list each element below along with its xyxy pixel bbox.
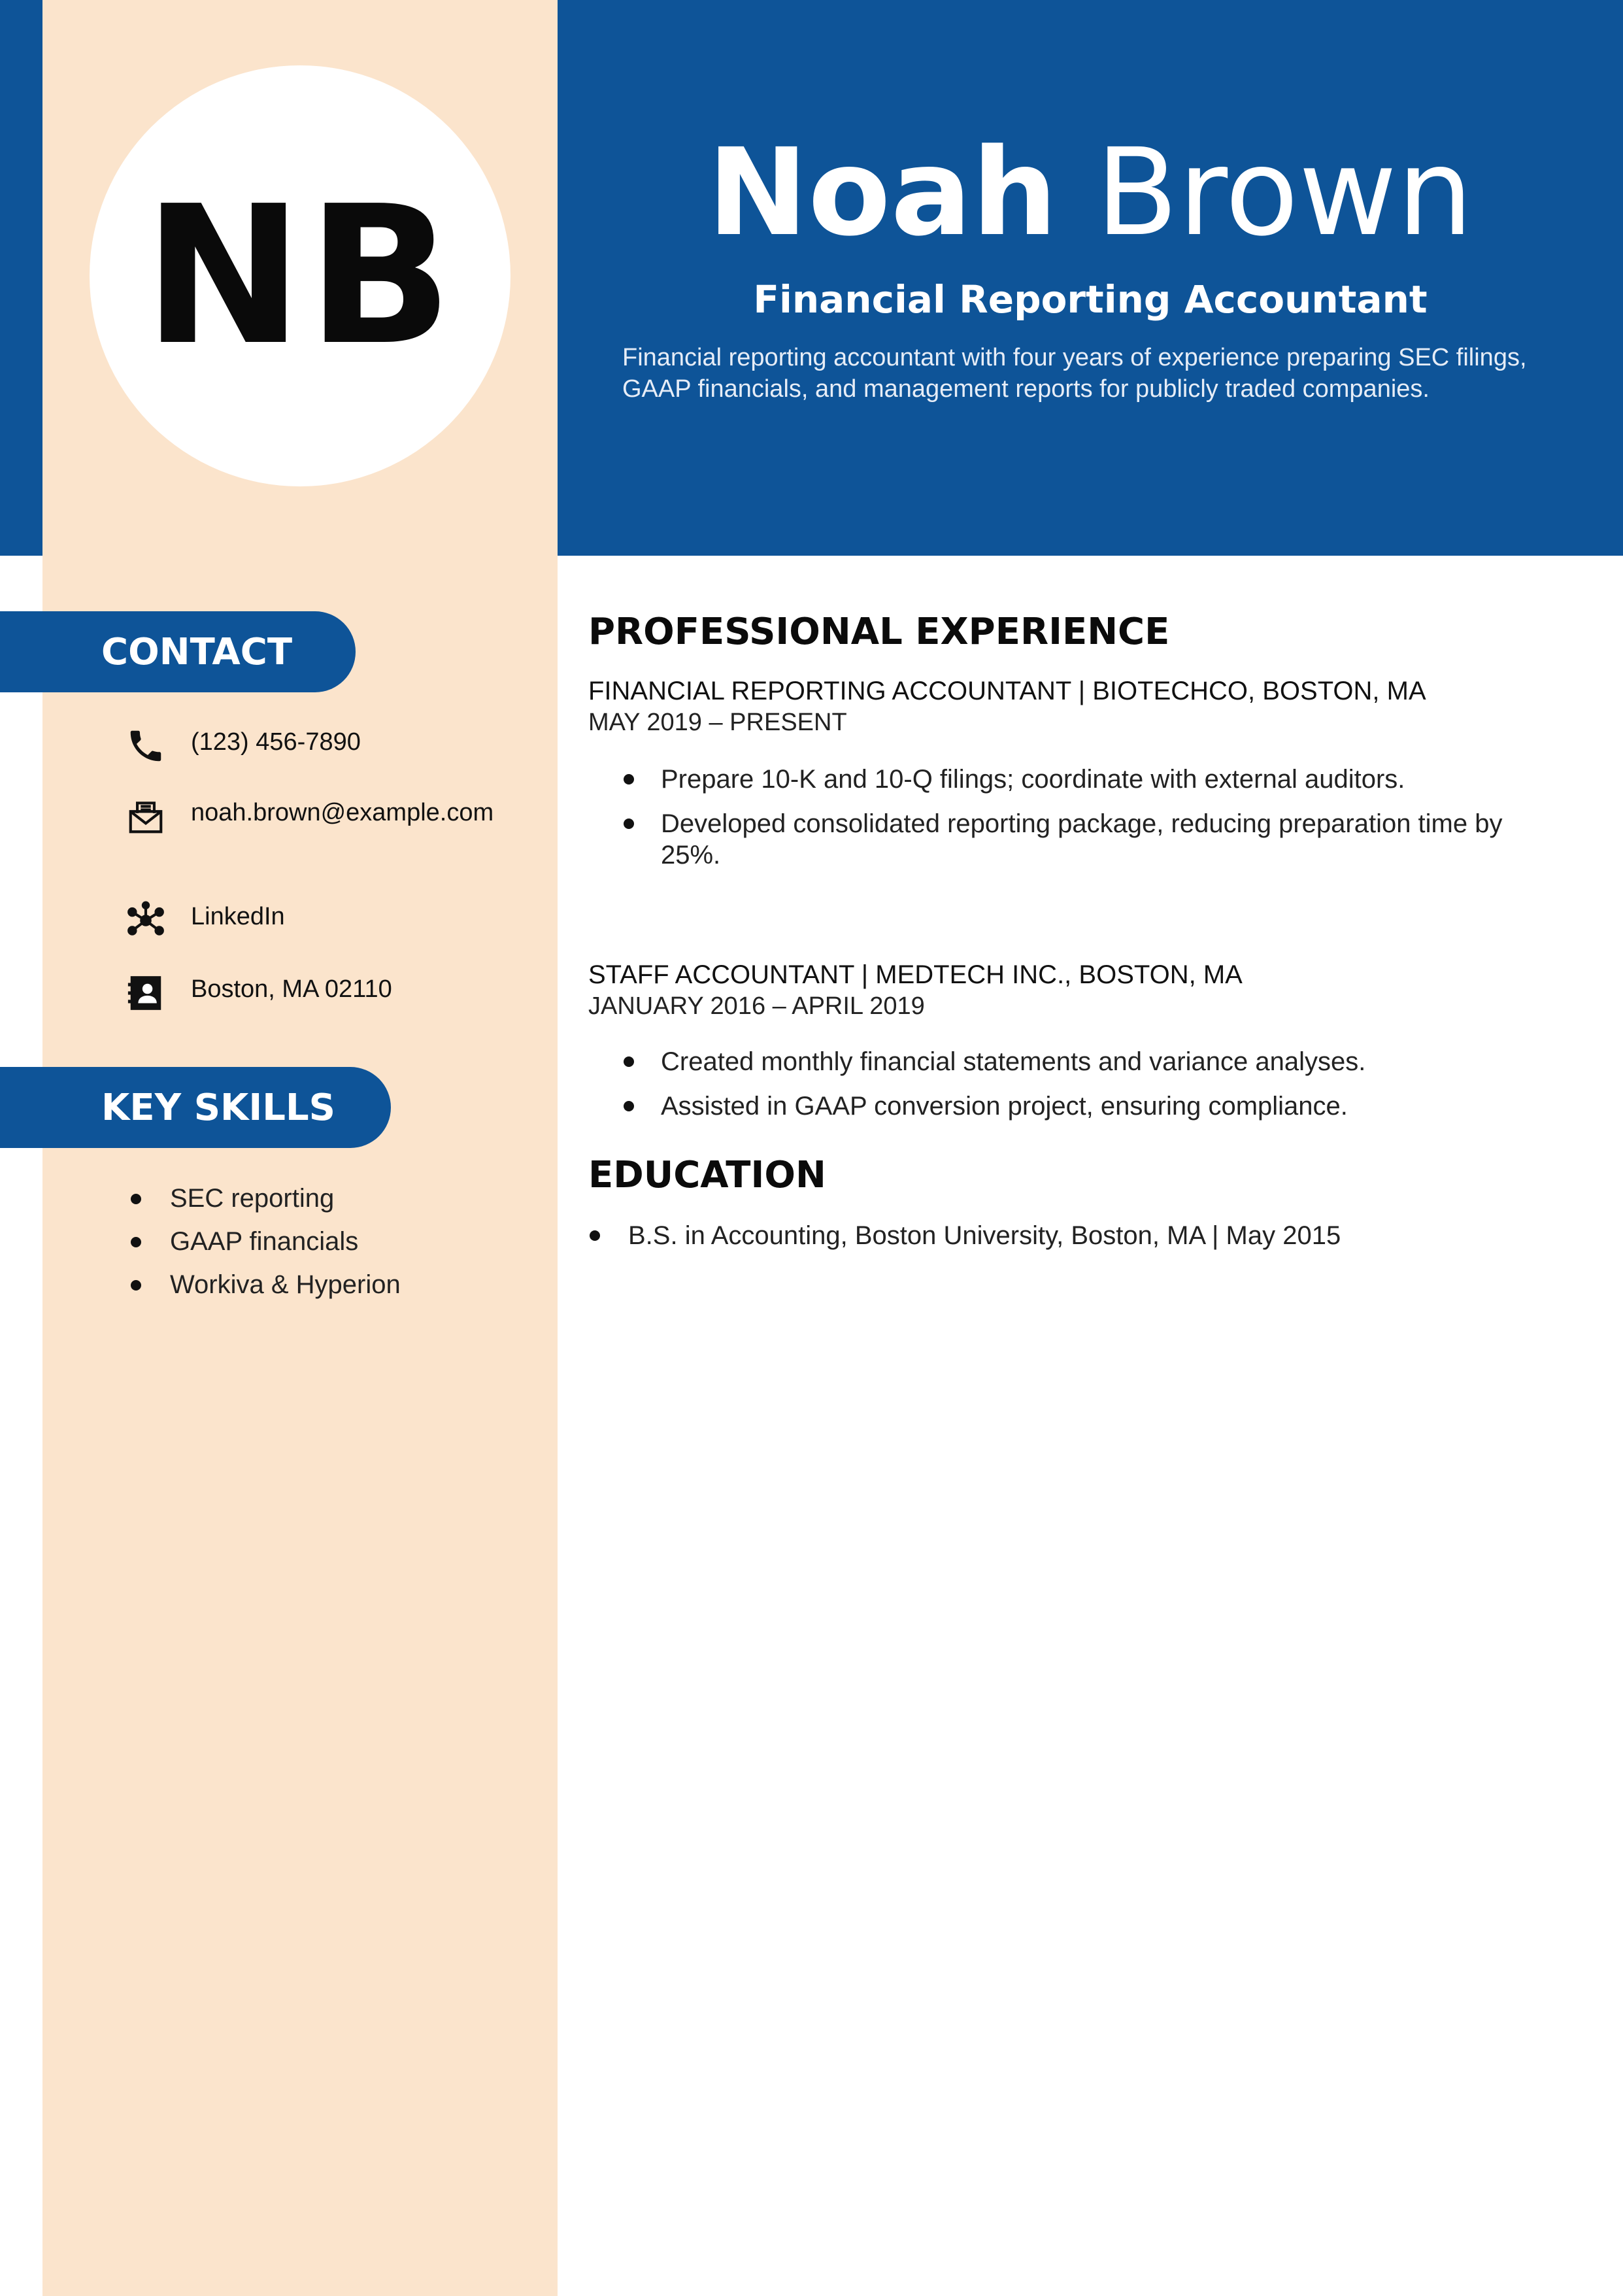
monogram-initials: NB bbox=[143, 165, 457, 387]
job-bullet: Created monthly financial statements and variance analyses. bbox=[621, 1046, 1556, 1077]
linkedin-link[interactable]: LinkedIn bbox=[191, 903, 285, 930]
job-dates: MAY 2019 – PRESENT bbox=[588, 709, 847, 736]
phone-number: (123) 456-7890 bbox=[191, 728, 361, 756]
job-bullets bbox=[621, 764, 1556, 884]
contact-heading-label: CONTACT bbox=[101, 630, 293, 673]
candidate-name bbox=[558, 121, 1623, 265]
contact-email bbox=[125, 796, 494, 837]
email-address: noah.brown@example.com bbox=[191, 799, 494, 826]
experience-heading: PROFESSIONAL EXPERIENCE bbox=[588, 611, 1170, 653]
contact-linkedin bbox=[125, 900, 285, 941]
network-icon bbox=[125, 900, 166, 941]
contact-address bbox=[125, 973, 392, 1013]
job-bullet: Prepare 10-K and 10-Q filings; coordinate with external auditors. bbox=[621, 764, 1556, 795]
job-header: STAFF ACCOUNTANT | MEDTECH INC., BOSTON, MA bbox=[588, 960, 1243, 989]
skills-heading-label: KEY SKILLS bbox=[101, 1086, 335, 1129]
job-bullets bbox=[621, 1046, 1556, 1135]
phone-icon bbox=[125, 726, 166, 766]
contact-heading bbox=[0, 611, 356, 692]
envelope-icon bbox=[125, 796, 166, 837]
skill-item: Workiva & Hyperion bbox=[129, 1263, 401, 1306]
job-title: Financial Reporting Accountant bbox=[753, 277, 1428, 322]
education-item: B.S. in Accounting, Boston University, Boston, MA | May 2015 bbox=[588, 1220, 1569, 1251]
contact-phone bbox=[125, 726, 361, 766]
address: Boston, MA 02110 bbox=[191, 975, 392, 1003]
job-bullet: Assisted in GAAP conversion project, ensuring compliance. bbox=[621, 1090, 1556, 1122]
skills-list bbox=[129, 1177, 401, 1306]
contact-card-icon bbox=[125, 973, 166, 1013]
monogram-badge bbox=[90, 65, 510, 486]
first-name: Noah bbox=[707, 123, 1058, 263]
job-header: FINANCIAL REPORTING ACCOUNTANT | BIOTECHCO, BOSTON, MA bbox=[588, 677, 1426, 705]
education-heading: EDUCATION bbox=[588, 1154, 826, 1196]
skills-heading bbox=[0, 1067, 391, 1148]
profile-summary: Financial reporting accountant with four years of experience preparing SEC filings, GAAP financials, and management reports for publicly traded companies. bbox=[622, 344, 1527, 403]
education-list bbox=[588, 1220, 1569, 1251]
job-dates: JANUARY 2016 – APRIL 2019 bbox=[588, 992, 925, 1020]
job-bullet: Developed consolidated reporting package, reducing preparation time by 25%. bbox=[621, 808, 1556, 871]
skill-item: SEC reporting bbox=[129, 1177, 401, 1220]
skill-item: GAAP financials bbox=[129, 1220, 401, 1263]
last-name: Brown bbox=[1096, 123, 1473, 263]
